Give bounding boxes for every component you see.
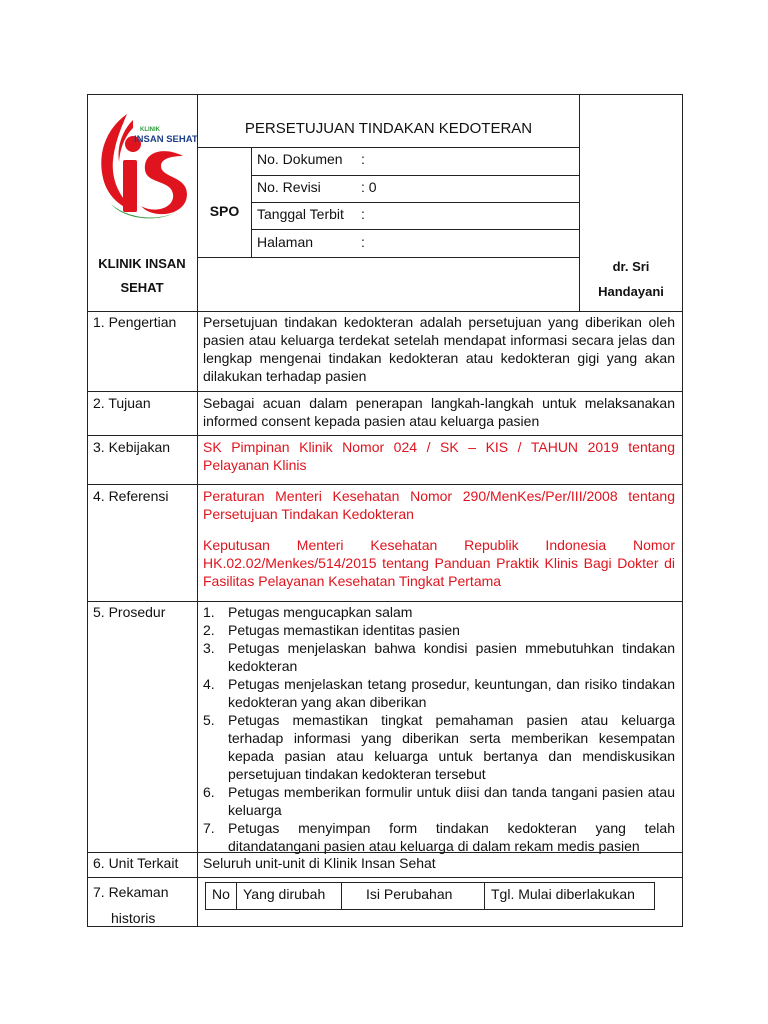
history-col-yang-dirubah: Yang dirubah [236,882,342,910]
section-text-kebijakan: SK Pimpinan Klinik Nomor 024 / SK – KIS / TAHUN 2019 tentang Pelayanan Klinis [203,439,675,473]
clinic-logo [93,108,193,228]
logo-name-text: INSAN SEHAT [134,134,198,145]
procedure-step: 2. Petugas memastikan identitas pasien [203,622,460,638]
clinic-name-line2: SEHAT [120,280,164,295]
section-label-referensi: 4. Referensi [93,488,169,504]
procedure-step: 5. Petugas memastikan tingkat pemahaman pasien atau keluarga terhadap informasi yang diberikan serta memberikan kesempatan kepada pasian atau keluarga untuk bertanya dan mendiskusikan persetujuan tindakan kedokteran tersebut [203,712,675,782]
history-col-isi-perubahan: Isi Perubahan [341,882,485,910]
spo-label: SPO [209,203,240,219]
section-text-unit-terkait: Seluruh unit-unit di Klinik Insan Sehat [203,855,436,871]
procedure-step: 4. Petugas menjelaskan tetang prosedur, keuntungan, dan risiko tindakan kedokteran yang akan diberikan [203,676,675,710]
section-label-tujuan: 2. Tujuan [93,395,151,411]
section-label-unit-terkait: 6. Unit Terkait [93,855,179,871]
procedure-step: 6. Petugas memberikan formulir untuk diisi dan tanda tangani pasien atau keluarga [203,784,675,818]
procedure-step: 1. Petugas mengucapkan salam [203,604,413,620]
clinic-logo-graphic [93,108,193,228]
reference-item-2: Keputusan Menteri Kesehatan Republik Indonesia Nomor HK.02.02/Menkes/514/2015 tentang Panduan Praktik Klinis Bagi Dokter di Fasilitas Pelayanan Kesehatan Tingkat Pertama [203,537,675,589]
logo-small-text: KLINIK [140,127,160,133]
section-text-tujuan: Sebagai acuan dalam penerapan langkah-langkah untuk melaksanakan informed consent kepada pasien atau keluarga pasien [203,395,675,429]
procedure-step: 3. Petugas menjelaskan bahwa kondisi pasien mmebutuhkan tindakan kedokteran [203,640,675,674]
section-label-prosedur: 5. Prosedur [93,604,166,620]
clinic-name-line1: KLINIK INSAN [98,256,186,271]
page-title: PERSETUJUAN TINDAKAN KEDOTERAN [244,120,533,137]
history-col-no: No [205,882,237,910]
procedure-step: 7. Petugas menyimpan form tindakan kedokteran yang telah ditandatangani pasien atau keluarga di dalam rekam medis pasien [203,820,675,854]
signatory-line2: Handayani [598,284,664,299]
history-col-tgl-mulai: Tgl. Mulai diberlakukan [484,882,655,910]
section-label-rekaman: 7. Rekaman [93,884,169,900]
section-label-rekaman-line2: historis [111,910,156,926]
procedure-list [203,603,675,855]
section-text-pengertian: Persetujuan tindakan kedokteran adalah persetujuan yang diberikan oleh pasien atau keluarga terdekat setelah mendapat informasi secara jelas dan lengkap mengenai tindakan kedokteran atau kedokteran gigi yang akan dilakukan terhadap pasien [203,314,675,384]
signatory-line1: dr. Sri [612,259,650,274]
section-label-kebijakan: 3. Kebijakan [93,439,171,455]
section-label-pengertian: 1. Pengertian [93,314,177,330]
reference-item-1: Peraturan Menteri Kesehatan Nomor 290/MenKes/Per/III/2008 tentang Persetujuan Tindakan Kedokteran [203,488,675,522]
